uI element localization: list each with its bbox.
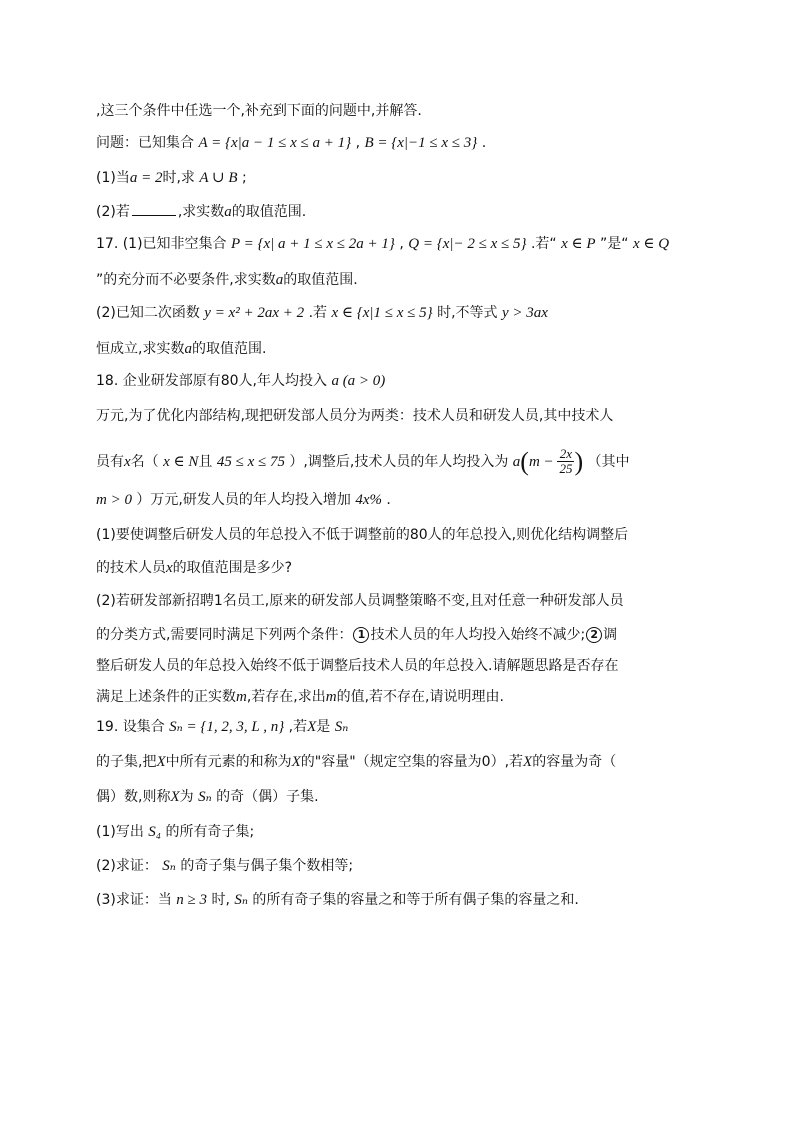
- math-expression: a = 2: [129, 170, 163, 186]
- math-expression: y = x² + 2ax + 2: [204, 305, 305, 321]
- math-expression: A ∪ B: [199, 170, 238, 186]
- text-span: 的所有奇子集的容量之和等于所有偶子集的容量之和.: [247, 892, 579, 908]
- text-span: 员有: [96, 453, 124, 470]
- text-span: ,这三个条件中任选一个,补充到下面的问题中,并解答.: [96, 103, 422, 119]
- text-span: .若: [304, 305, 332, 321]
- fraction-numerator: 2x: [557, 447, 574, 462]
- text-span: 名（: [130, 453, 164, 470]
- math-expression: X: [156, 754, 166, 770]
- text-span: (3)求证：当: [96, 892, 177, 908]
- text-span: ,若存在,求出: [246, 689, 326, 705]
- text-line: [96, 893, 579, 908]
- circled-number: 1: [353, 627, 369, 643]
- math-expression: m: [325, 689, 337, 705]
- text-span: ”的充分而不必要条件,求实数: [96, 272, 276, 288]
- text-span: 的分类方式,需要同时满足下列两个条件：: [96, 627, 353, 643]
- text-span: ;: [237, 170, 247, 186]
- text-line: [96, 594, 624, 608]
- text-span: 18. 企业研发部原有80人,年人均投入: [96, 373, 332, 389]
- text-line: [96, 859, 353, 874]
- math-expression: x ∈ {x|1 ≤ x ≤ 5}: [331, 305, 433, 321]
- math-expression: Sₙ: [334, 719, 349, 735]
- math-expression: m −: [528, 453, 558, 470]
- text-line: [96, 627, 617, 643]
- math-expression: x ∈ Q: [632, 236, 670, 252]
- text-span: (1)写出: [96, 824, 149, 840]
- text-span: 整后研发人员的年总投入始终不低于调整后技术人员的年总投入.请解题思路是否存在: [96, 658, 619, 674]
- text-span: ,: [394, 236, 409, 252]
- text-span: 的容量为奇（: [532, 754, 617, 770]
- math-expression: A = {x|a − 1 ≤ x ≤ a + 1}: [198, 135, 352, 151]
- text-span: 时,不等式: [432, 305, 503, 321]
- math-expression: x: [166, 560, 173, 576]
- text-span: (2)求证：: [96, 858, 163, 874]
- text-line: [96, 409, 613, 423]
- math-expression: X: [170, 789, 180, 805]
- text-line: [96, 690, 504, 705]
- text-span: 调: [603, 627, 618, 643]
- math-paren: (: [520, 446, 529, 476]
- text-line: [96, 104, 422, 118]
- text-span: 偶）数,则称: [96, 789, 171, 805]
- text-line: [96, 342, 266, 357]
- math-expression: a: [275, 272, 284, 288]
- text-line: [96, 790, 319, 805]
- math-expression: m > 0: [96, 492, 132, 508]
- text-span: 的所有奇子集;: [161, 824, 255, 840]
- math-expression: Sₙ: [162, 858, 176, 874]
- math-expression: 4x%: [355, 492, 382, 508]
- math-expression: Sₙ: [234, 892, 248, 908]
- text-span: 的奇子集与偶子集个数相等;: [175, 858, 354, 874]
- text-span: 满足上述条件的正实数: [96, 689, 236, 705]
- text-span: 的值,若不存在,请说明理由.: [336, 689, 504, 705]
- text-span: ”是“: [595, 236, 633, 252]
- math-expression: B = {x|−1 ≤ x ≤ 3}: [364, 135, 478, 151]
- math-paren: ): [574, 446, 584, 476]
- text-span: 问题：已知集合: [96, 135, 199, 151]
- text-span: 时,求: [162, 170, 200, 186]
- text-span: 的取值范围.: [191, 341, 267, 357]
- math-expression: P = {x| a + 1 ≤ x ≤ 2a + 1}: [231, 236, 395, 252]
- math-expression: S₄: [148, 824, 161, 840]
- text-span: 时,: [207, 892, 235, 908]
- math-expression: a: [224, 204, 232, 220]
- text-line: [96, 528, 628, 542]
- math-expression: a (a > 0): [331, 373, 386, 389]
- text-line: [96, 306, 548, 321]
- text-line: [96, 561, 292, 576]
- text-span: 17. (1)已知非空集合: [96, 236, 231, 252]
- text-span: (1)当: [96, 170, 130, 186]
- text-span: .: [381, 492, 391, 508]
- text-span: 万元,为了优化内部结构,现把研发部人员分为两类：技术人员和研发人员,其中技术人: [96, 408, 614, 424]
- fraction: [557, 447, 574, 477]
- text-span: 恒成立,求实数: [96, 341, 185, 357]
- text-line: [96, 374, 385, 389]
- math-expression: a: [184, 341, 192, 357]
- text-span: ,求实数: [177, 204, 225, 220]
- math-expression: X: [523, 754, 533, 770]
- text-line: [96, 755, 616, 770]
- text-line: [96, 273, 358, 288]
- math-expression: x: [124, 453, 131, 470]
- math-expression: m: [236, 689, 247, 705]
- text-span: (2)已知二次函数: [96, 305, 205, 321]
- math-expression: n ≥ 3: [176, 892, 208, 908]
- text-line: [96, 720, 348, 735]
- text-span: 的取值范围.: [283, 272, 358, 288]
- math-expression: Sₙ: [198, 789, 212, 805]
- text-span: 是: [316, 719, 335, 735]
- text-line: [96, 237, 669, 252]
- answer-blank: [132, 203, 176, 216]
- circled-number: 2: [586, 627, 602, 643]
- math-expression: X: [307, 719, 317, 735]
- text-span: 的取值范围.: [231, 204, 307, 220]
- text-span: .若“: [526, 236, 562, 252]
- text-span: (1)要使调整后研发人员的年总投入不低于调整前的80人的年总投入,则优化结构调整后: [96, 527, 629, 543]
- text-span: 且: [198, 453, 217, 470]
- text-span: (2)若: [96, 204, 130, 220]
- fraction-denominator: 25: [559, 461, 573, 477]
- text-span: ）万元,研发人员的年人均投入增加: [131, 492, 356, 508]
- text-span: 中所有元素的和称为: [165, 754, 292, 770]
- text-span: 技术人员的年人均投入始终不减少;: [370, 627, 586, 643]
- text-span: 为: [179, 789, 199, 805]
- text-span: ,: [351, 135, 365, 151]
- text-line: [96, 136, 486, 151]
- math-expression: y > 3ax: [502, 305, 548, 321]
- math-expression: Q = {x|− 2 ≤ x ≤ 5}: [408, 236, 527, 252]
- text-line: [96, 447, 630, 477]
- math-expression: 45 ≤ x ≤ 75: [216, 453, 285, 470]
- text-line: [96, 171, 247, 186]
- text-line: [96, 493, 391, 508]
- math-expression: x ∈ N: [163, 453, 199, 470]
- text-span: .: [477, 135, 487, 151]
- math-expression: Sₙ = {1, 2, 3, L , n}: [169, 719, 285, 735]
- text-span: 的子集,把: [96, 754, 157, 770]
- math-expression: X: [291, 754, 301, 770]
- text-span: 的奇（偶）子集.: [211, 789, 319, 805]
- text-line: [96, 825, 254, 840]
- text-line: [96, 203, 306, 220]
- text-span: ,若: [284, 719, 308, 735]
- math-expression: a: [512, 453, 521, 470]
- text-span: 19. 设集合: [96, 719, 170, 735]
- text-span: 的"容量"（规定空集的容量为0）,若: [300, 754, 524, 770]
- text-line: [96, 659, 618, 673]
- text-span: 的技术人员: [96, 560, 166, 576]
- text-span: 的取值范围是多少?: [172, 560, 293, 576]
- text-span: (2)若研发部新招聘1名员工,原来的研发部人员调整策略不变,且对任意一种研发部人员: [96, 593, 624, 609]
- text-span: ）,调整后,技术人员的年人均投入为: [284, 453, 513, 470]
- math-expression: x ∈ P: [561, 236, 596, 252]
- text-span: （其中: [583, 453, 630, 470]
